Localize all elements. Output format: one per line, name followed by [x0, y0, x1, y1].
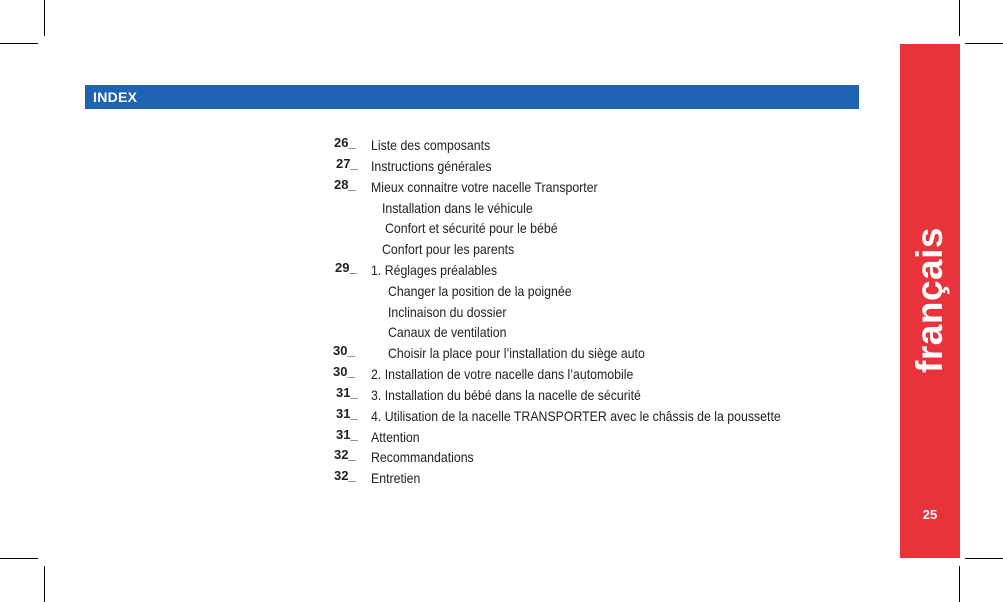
toc-text: Attention: [371, 429, 420, 445]
toc-text: 2. Installation de votre nacelle dans l’automobile: [371, 366, 634, 382]
index-header-bar: [85, 85, 859, 109]
toc-page: 31_: [336, 427, 358, 442]
toc-text: 1. Réglages préalables: [371, 262, 498, 278]
toc-text: Confort pour les parents: [382, 241, 515, 257]
crop-mark: [44, 566, 45, 602]
toc-page: 26_: [334, 135, 356, 150]
crop-mark: [44, 0, 45, 36]
toc-page: 31_: [336, 406, 358, 421]
toc-text: Installation dans le véhicule: [382, 200, 533, 216]
toc-page: 27_: [336, 156, 358, 171]
toc-page: 31_: [336, 385, 358, 400]
toc-text: Inclinaison du dossier: [388, 304, 507, 320]
toc-text: Entretien: [371, 470, 421, 486]
crop-mark: [965, 43, 1003, 44]
toc-text: Confort et sécurité pour le bébé: [385, 220, 558, 236]
toc-page: 32_: [334, 468, 356, 483]
toc-text: Liste des composants: [371, 137, 491, 153]
toc-page: 32_: [334, 447, 356, 462]
toc-text: Mieux connaitre votre nacelle Transporter: [371, 179, 598, 195]
language-label: français: [909, 227, 950, 373]
toc-text: Canaux de ventilation: [388, 324, 507, 340]
page-number: 25: [922, 507, 938, 522]
toc-page: 30_: [333, 343, 355, 358]
toc-text: Changer la position de la poignée: [388, 283, 572, 299]
toc-text: 4. Utilisation de la nacelle TRANSPORTER avec le châssis de la poussette: [371, 408, 781, 424]
crop-mark: [0, 43, 38, 44]
toc-page: 28_: [334, 177, 356, 192]
toc-text: Choisir la place pour l’installation du siège auto: [388, 345, 645, 361]
crop-mark: [965, 558, 1003, 559]
toc-page: 30_: [333, 364, 355, 379]
toc-text: Recommandations: [371, 449, 474, 465]
crop-mark: [959, 566, 960, 602]
crop-mark: [0, 558, 38, 559]
toc-text: Instructions générales: [371, 158, 492, 174]
toc-page: 29_: [335, 260, 357, 275]
index-title: INDEX: [93, 89, 138, 105]
toc-text: 3. Installation du bébé dans la nacelle de sécurité: [371, 387, 641, 403]
crop-mark: [959, 0, 960, 36]
